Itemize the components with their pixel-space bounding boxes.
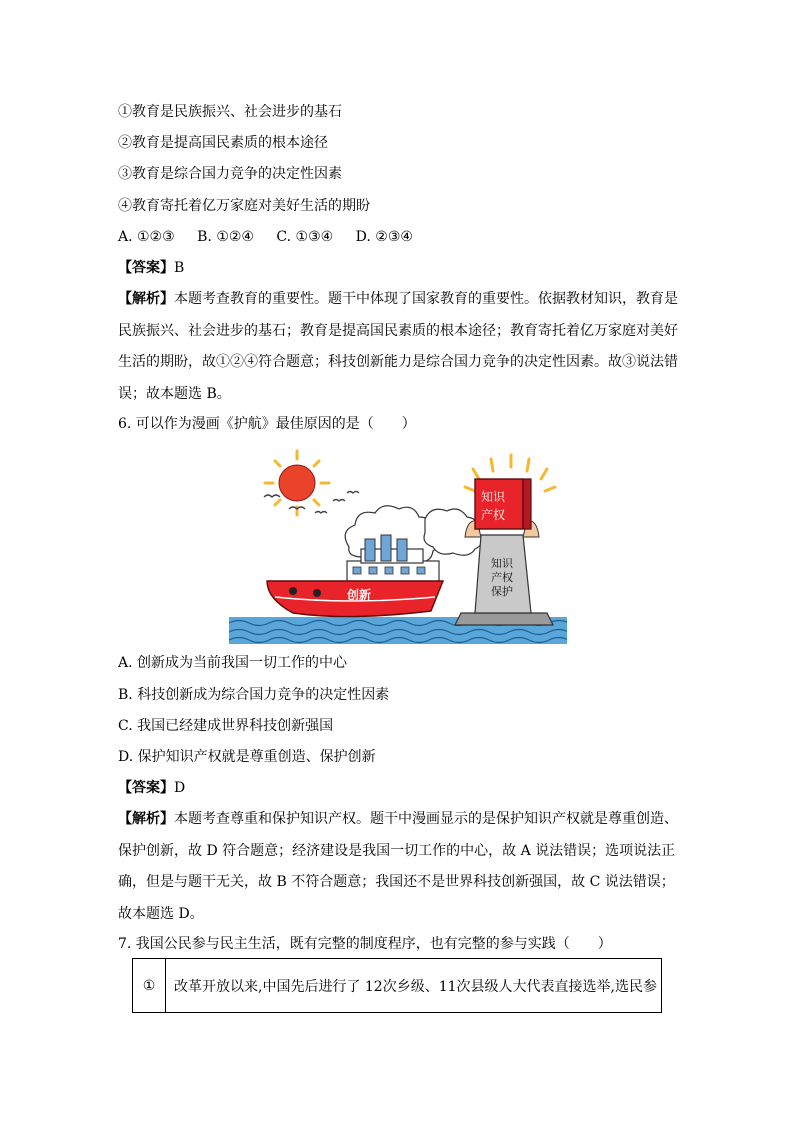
book-icon [475,479,531,529]
q5-choice-a: A. ①②③ [118,229,175,245]
answer-label: 【答案】 [118,780,174,796]
cartoon-escort-image [229,449,567,644]
q5-choice-b: B. ①②④ [197,229,254,245]
ship-text: 创新 [347,588,372,602]
q6-choice-d: D. 保护知识产权就是尊重创造、保护创新 [118,749,376,765]
table-cell-text: 改革开放以来,中国先后进行了 12次乡级、11次县级人大代表直接选举,选民参 [166,959,662,1013]
analysis-label: 【解析】 [118,291,174,307]
pillar-text-line1: 知识 [491,557,513,570]
analysis-text: 本题考查教育的重要性。题干中体现了国家教育的重要性。依据教材知识，教育是民族振兴、社会进步的基石；教育是提高国民素质的根本途径；教育寄托着亿万家庭对美好生活的期盼，故①②④符合题意；科技创新能力是综合国力竞争的决定性因素。故③说法错误；故本题选 B。 [118,291,678,402]
analysis-text: 本题考查尊重和保护知识产权。题干中漫画显示的是保护知识产权就是尊重创造、保护创新，故 D 符合题意；经济建设是我国一切工作的中心，故 A 说法错误；选项说法正确，但是与题干无关，故 B 不符合题意；我国还不是世界科技创新强国，故 C 说法错误；故本题选 D。 [118,811,678,922]
q6-answer [118,778,185,798]
pillar-text-line3: 保护 [491,585,513,598]
q6-choice-a: A. 创新成为当前我国一切工作的中心 [118,655,348,671]
q5-choice-d: D. ②③④ [355,229,413,245]
q7-table [132,958,662,1013]
q5-option-1: ①教育是民族振兴、社会进步的基石 [118,104,342,120]
q5-option-4: ④教育寄托着亿万家庭对美好生活的期盼 [118,198,370,214]
q6-analysis [118,804,680,930]
table-row [133,959,662,1013]
q7-question: 7. 我国公民参与民主生活，既有完整的制度程序，也有完整的参与实践（ ） [118,936,612,952]
q5-choice-c: C. ①③④ [276,229,334,245]
answer-value: D [174,780,186,796]
answer-value: B [174,260,185,276]
q5-option-3: ③教育是综合国力竞争的决定性因素 [118,166,342,182]
q5-option-2: ②教育是提高国民素质的根本途径 [118,135,328,151]
q6-choice-c: C. 我国已经建成世界科技创新强国 [118,718,334,734]
analysis-label: 【解析】 [118,811,174,827]
table-cell-number: ① [133,959,166,1013]
q6-choice-b: B. 科技创新成为综合国力竞争的决定性因素 [118,687,390,703]
q5-analysis [118,284,680,410]
q5-answer [118,258,184,278]
sun-icon [265,451,329,515]
pillar-text-line2: 产权 [491,571,513,584]
answer-label: 【答案】 [118,260,174,276]
q5-choices [118,227,431,247]
book-text-line1: 知识 [481,490,506,504]
q6-question: 6. 可以作为漫画《护航》最佳原因的是（ ） [118,416,416,432]
lighthouse-icon [455,521,553,625]
book-text-line2: 产权 [481,508,506,522]
